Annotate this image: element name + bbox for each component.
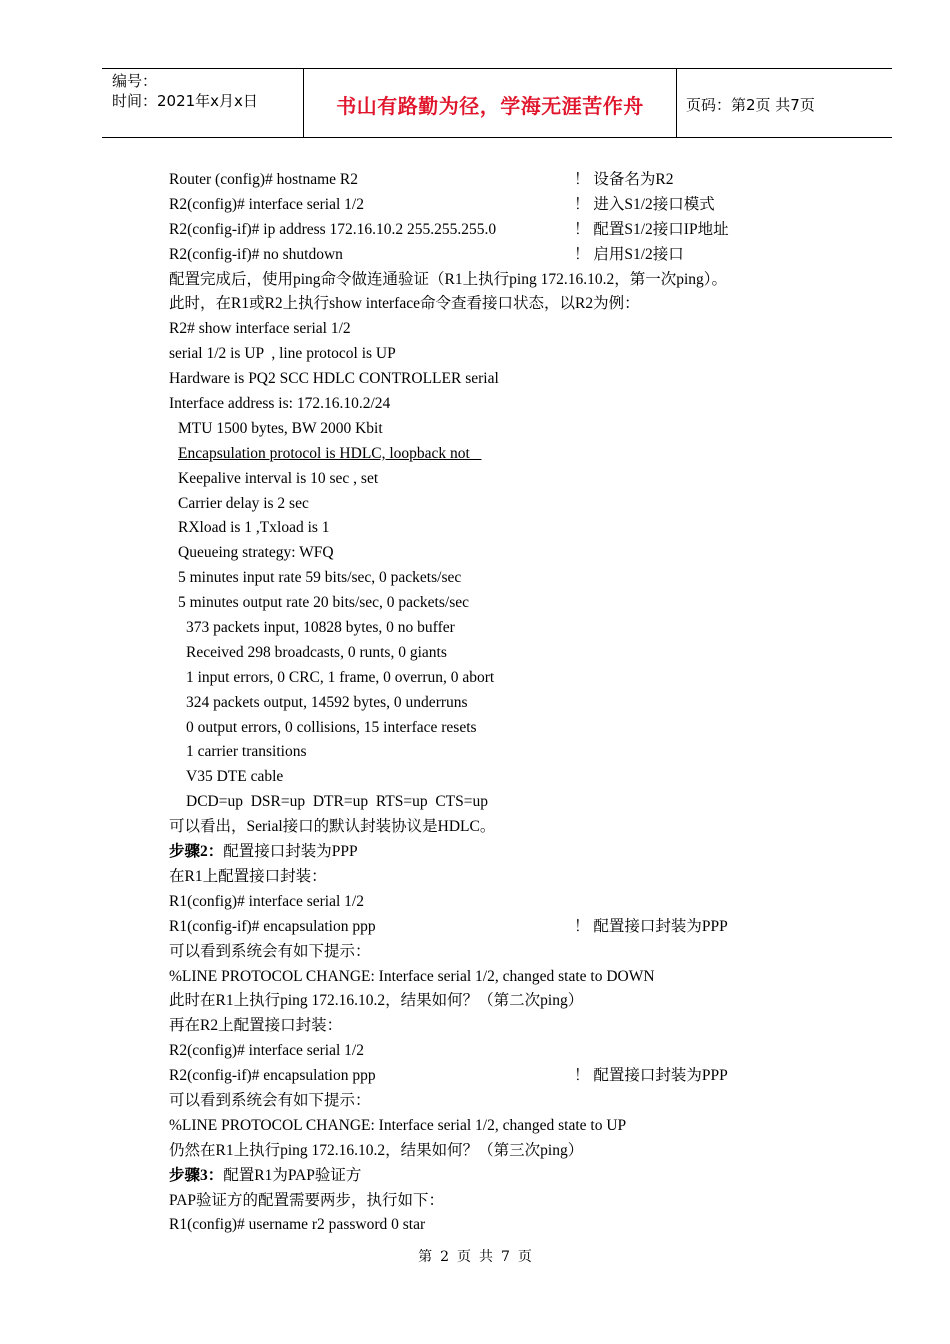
text-line: [169, 940, 829, 965]
text-line: [169, 1189, 829, 1214]
line-text: R1(config-if)# encapsulation ppp: [169, 917, 376, 935]
line-comment: ！ 配置S1/2接口IP地址: [574, 220, 729, 238]
line-text: DCD=up DSR=up DTR=up RTS=up CTS=up: [186, 793, 489, 811]
line-text: 324 packets output, 14592 bytes, 0 underruns: [186, 693, 468, 711]
line-text: R2(config-if)# no shutdown: [169, 245, 343, 263]
line-text: 可以看出，Serial接口的默认封装协议是HDLC。: [169, 818, 496, 836]
text-line: [169, 1014, 829, 1039]
document-id-label: 编号：: [112, 72, 158, 90]
line-text: 1 carrier transitions: [186, 743, 307, 761]
footer-last: 页: [517, 1249, 532, 1265]
line-text: PAP验证方的配置需要两步，执行如下：: [169, 1191, 445, 1209]
text-line: [169, 965, 829, 990]
line-text: 此时在R1上执行ping 172.16.10.2，结果如何？（第二次ping）: [169, 992, 584, 1010]
text-line: [169, 840, 829, 865]
text-line: [169, 1164, 829, 1189]
step-label: 步骤2：: [169, 843, 224, 861]
text-line: [169, 392, 829, 417]
line-text: R2(config)# interface serial 1/2: [169, 1042, 364, 1060]
line-text: R2(config-if)# encapsulation ppp: [169, 1067, 376, 1085]
text-line: [169, 790, 829, 815]
text-line: [169, 740, 829, 765]
text-line: [169, 865, 829, 890]
line-text: R2# show interface serial 1/2: [169, 320, 351, 338]
line-text: serial 1/2 is UP , line protocol is UP: [169, 345, 396, 363]
line-comment: ！ 启用S1/2接口: [574, 245, 684, 263]
text-line: [169, 1139, 829, 1164]
text-line: [169, 890, 829, 915]
text-line: [169, 591, 829, 616]
document-body: [169, 168, 829, 1238]
footer-total-pages: 7: [501, 1249, 510, 1265]
text-line: [169, 1213, 829, 1238]
header-motto: 书山有路勤为径，学海无涯苦作舟: [336, 94, 644, 118]
page-footer: [0, 1246, 950, 1266]
line-text: R2(config-if)# ip address 172.16.10.2 255.255.255.0: [169, 220, 497, 238]
footer-total-label: 共: [479, 1249, 493, 1265]
text-line: [169, 243, 829, 268]
line-text: Encapsulation protocol is HDLC, loopback not: [178, 444, 482, 462]
text-line: [169, 1064, 829, 1089]
text-line: [169, 666, 829, 691]
line-text: RXload is 1 ,Txload is 1: [178, 519, 330, 537]
text-line: [169, 1089, 829, 1114]
text-line: [169, 342, 829, 367]
footer-first: 第: [418, 1249, 433, 1265]
text-line: [169, 616, 829, 641]
text-line: [169, 566, 829, 591]
line-text: 配置完成后，使用ping命令做连通验证（R1上执行ping 172.16.10.2，第一次ping）。: [169, 270, 728, 288]
text-line: [169, 516, 829, 541]
line-text: Queueing strategy: WFQ: [178, 544, 334, 562]
document-time-label: 时间：2021年x月x日: [112, 92, 258, 110]
text-line: [169, 1114, 829, 1139]
line-comment: ！ 配置接口封装为PPP: [574, 1067, 728, 1085]
text-line: [169, 417, 829, 442]
text-line: [169, 989, 829, 1014]
line-comment: ！ 配置接口封装为PPP: [574, 917, 728, 935]
text-line: [169, 292, 829, 317]
line-text: 此时，在R1或R2上执行show interface命令查看接口状态，以R2为例：: [169, 295, 640, 313]
line-text: R2(config)# interface serial 1/2: [169, 195, 364, 213]
text-line: [169, 691, 829, 716]
text-line: [169, 492, 829, 517]
text-line: [169, 641, 829, 666]
line-text: R1(config)# username r2 password 0 star: [169, 1216, 426, 1234]
line-text: Interface address is: 172.16.10.2/24: [169, 395, 391, 413]
text-line: [169, 193, 829, 218]
text-line: [169, 541, 829, 566]
text-line: [169, 367, 829, 392]
line-text: 1 input errors, 0 CRC, 1 frame, 0 overrun, 0 abort: [186, 668, 495, 686]
line-text: Keepalive interval is 10 sec , set: [178, 469, 379, 487]
line-text: V35 DTE cable: [186, 768, 284, 786]
text-line: [169, 915, 829, 940]
line-text: 5 minutes output rate 20 bits/sec, 0 packets/sec: [178, 594, 469, 612]
line-comment: ！ 设备名为R2: [574, 171, 674, 188]
line-text: 5 minutes input rate 59 bits/sec, 0 packets/sec: [178, 569, 462, 587]
step-label: 步骤3：: [169, 1166, 224, 1184]
text-line: [169, 1039, 829, 1064]
line-text: %LINE PROTOCOL CHANGE: Interface serial 1/2, changed state to DOWN: [169, 967, 655, 985]
line-text: 在R1上配置接口封装：: [169, 867, 327, 885]
line-text: 配置R1为PAP验证方: [223, 1166, 362, 1184]
line-text: Hardware is PQ2 SCC HDLC CONTROLLER serial: [169, 370, 499, 388]
line-comment: ！ 进入S1/2接口模式: [574, 195, 715, 213]
page-header: [102, 68, 892, 138]
footer-mid: 页: [457, 1249, 471, 1265]
text-line: [169, 168, 829, 193]
text-line: [169, 765, 829, 790]
header-divider-right: [676, 69, 677, 137]
line-text: 可以看到系统会有如下提示：: [169, 1091, 371, 1109]
line-text: R1(config)# interface serial 1/2: [169, 892, 364, 910]
line-text: 可以看到系统会有如下提示：: [169, 942, 371, 960]
line-text: 仍然在R1上执行ping 172.16.10.2，结果如何？（第三次ping）: [169, 1141, 584, 1159]
header-page-info: 页码：第2页 共7页: [686, 96, 815, 114]
line-text: 0 output errors, 0 collisions, 15 interface resets: [186, 718, 477, 736]
line-text: 配置接口封装为PPP: [223, 843, 358, 861]
line-text: Received 298 broadcasts, 0 runts, 0 giants: [186, 643, 447, 661]
text-line: [169, 317, 829, 342]
text-line: [169, 716, 829, 741]
line-text: Router (config)# hostname R2: [169, 171, 358, 188]
line-text: %LINE PROTOCOL CHANGE: Interface serial 1/2, changed state to UP: [169, 1116, 627, 1134]
line-text: Carrier delay is 2 sec: [178, 494, 309, 512]
text-line: [169, 442, 829, 467]
text-line: [169, 268, 829, 293]
line-text: 再在R2上配置接口封装：: [169, 1017, 343, 1035]
text-line: [169, 218, 829, 243]
line-text: MTU 1500 bytes, BW 2000 Kbit: [178, 419, 383, 437]
footer-page-number: 2: [440, 1249, 449, 1265]
text-line: [169, 815, 829, 840]
line-text: 373 packets input, 10828 bytes, 0 no buffer: [186, 619, 455, 637]
text-line: [169, 467, 829, 492]
header-meta: [112, 71, 302, 111]
